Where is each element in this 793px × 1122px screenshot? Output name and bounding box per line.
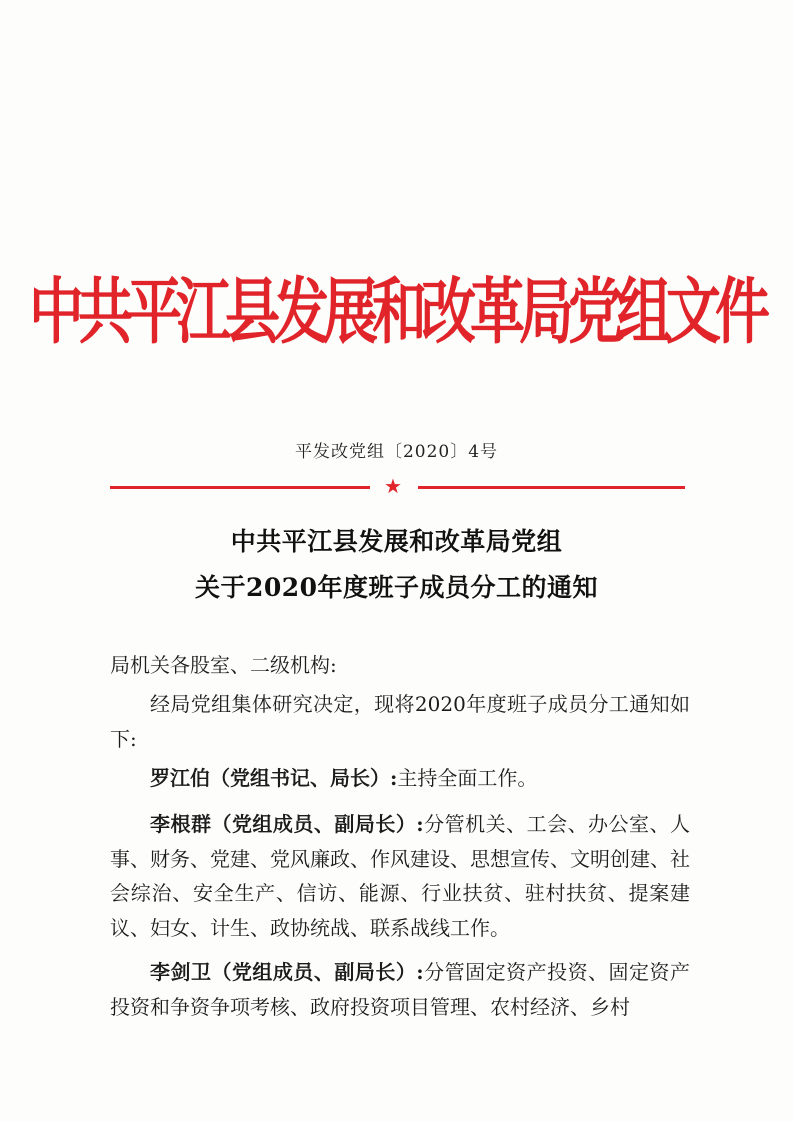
member-duties: 主持全面工作。 <box>397 766 538 790</box>
red-header-org-title: 中共平江县发展和改革局党组文件 <box>28 270 764 354</box>
notice-title-line-2: 关于2020年度班子成员分工的通知 <box>194 573 599 602</box>
member-name-title: 罗江伯（党组书记、局长）: <box>150 766 398 790</box>
member-duties: 分管固定资产投资、固定资产投资和争资争项考核、政府投资项目管理、农村经济、乡村 <box>110 960 690 1019</box>
intro-paragraph: 经局党组集体研究决定，现将2020年度班子成员分工通知如下: <box>110 692 690 751</box>
divider-line-right <box>418 486 685 489</box>
star-icon: ★ <box>384 474 402 498</box>
member-duties: 分管机关、工会、办公室、人事、财务、党建、党风廉政、作风建设、思想宣传、文明创建、社会综治、安全生产、信访、能源、行业扶贫、驻村扶贫、提案建议、妇女、计生、政协统战、联系战线工作。 <box>110 812 690 940</box>
notice-title-line-1: 中共平江县发展和改革局党组 <box>230 527 563 556</box>
member-name-title: 李剑卫（党组成员、副局长）: <box>150 960 424 984</box>
member-paragraph <box>110 807 690 945</box>
red-divider <box>110 474 685 498</box>
salutation: 局机关各股室、二级机构: <box>110 653 337 677</box>
member-paragraph <box>110 955 690 1024</box>
member-paragraph <box>110 761 690 796</box>
member-name-title: 李根群（党组成员、副局长）: <box>150 812 424 836</box>
divider-line-left <box>110 486 370 489</box>
document-number: 平发改党组〔2020〕4号 <box>294 442 499 462</box>
